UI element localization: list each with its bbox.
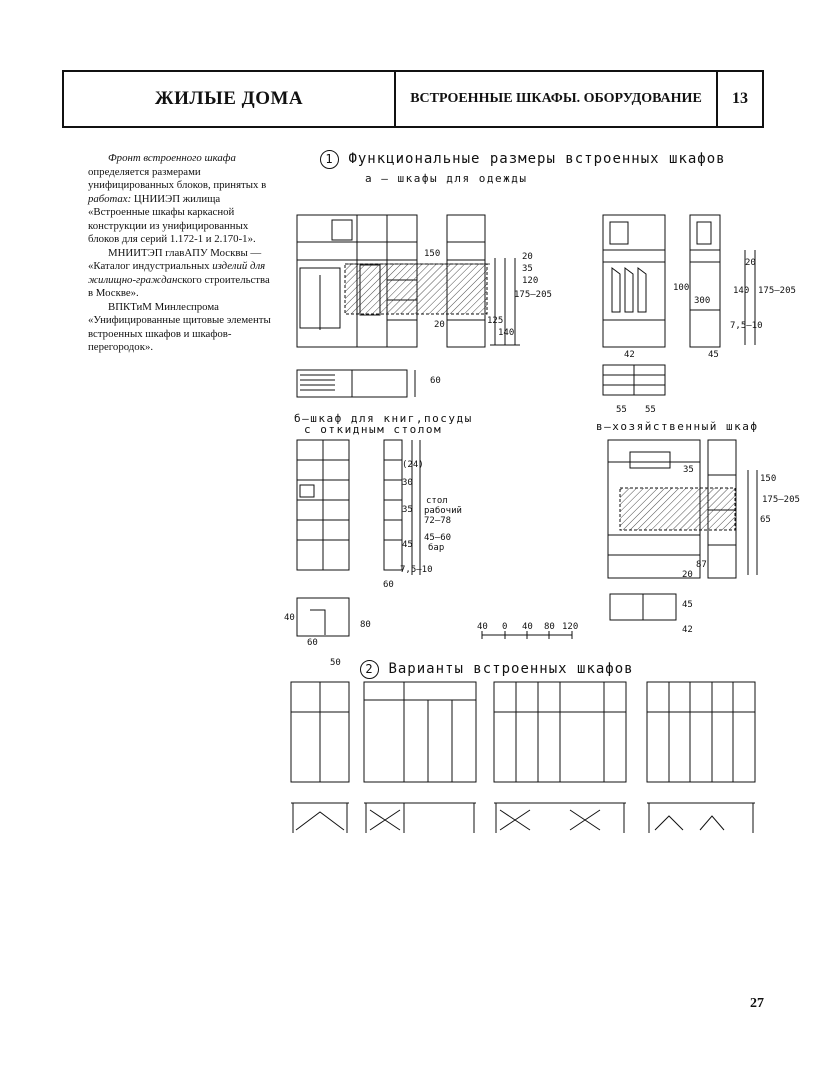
- scale-tick-0: 40: [477, 622, 488, 632]
- intro-paragraph-3: ВПКТиМ Минлеспрома «Унифицированные щитовые элементы встроенных шкафов и шкафов-перегородок».: [88, 300, 271, 353]
- dim-20c-a: 20: [745, 258, 756, 268]
- dim-140b-a: 140: [733, 286, 750, 296]
- hatched-reach-zone-a: [345, 264, 487, 314]
- dim-50-b: 50: [330, 658, 341, 668]
- dim-30-b: 30: [402, 478, 413, 488]
- subtitle-a: а – шкафы для одежды: [365, 172, 528, 185]
- dim-45-v: 45: [682, 600, 693, 610]
- section1-number: 1: [320, 150, 339, 169]
- dim-120-a: 120: [522, 276, 539, 286]
- intro-p1-rest2: ЦНИИЭП жилища «Встроенные шкафы каркасной конструкции из унифицированных блоков для серий 1.172-1 и 2.170-1».: [88, 192, 256, 245]
- scale-tick-4: 120: [562, 622, 579, 632]
- variant-4: [647, 682, 755, 833]
- scale-tick-3: 80: [544, 622, 555, 632]
- header-sheet-number: 13: [732, 90, 748, 107]
- variant-3: [494, 682, 626, 833]
- intro-p1-italic: Фронт встроенного шкафа: [108, 152, 236, 164]
- scale-bar: [482, 631, 572, 639]
- section2-number: 2: [360, 660, 379, 679]
- dim-45-60-b: 45–60: [424, 533, 452, 543]
- cabinet-v-plan: [610, 594, 676, 620]
- label-bar: бар: [428, 543, 445, 553]
- intro-p1-italic2: работах:: [88, 192, 132, 205]
- label-rabochiy: рабочий: [424, 506, 462, 516]
- hatched-reach-zone-v: [620, 488, 735, 530]
- dim-150-v: 150: [760, 474, 777, 484]
- dim-20-v: 20: [682, 570, 693, 580]
- dim-87-v: 87: [696, 560, 707, 570]
- intro-p2-rest2: ского строительства в Москве».: [88, 273, 270, 299]
- dim-45-a: 45: [708, 350, 719, 360]
- dim-42-a: 42: [624, 350, 635, 360]
- dim-80-b: 80: [360, 620, 371, 630]
- intro-p2-italic: изделий для жилищно-граждан: [88, 260, 266, 286]
- section1-title: Функциональные размеры встроенных шкафов: [348, 151, 726, 167]
- page-number: 27: [750, 996, 764, 1011]
- variant-1: [291, 682, 349, 833]
- scale-tick-2: 40: [522, 622, 533, 632]
- dim-55a-a: 55: [616, 405, 627, 415]
- variant-2: [364, 682, 476, 833]
- intro-p2-rest: Москвы — «Каталог индустриальных: [88, 246, 262, 272]
- dim-60-b: 60: [383, 580, 394, 590]
- dim-42-v: 42: [682, 625, 693, 635]
- dim-140-a: 140: [498, 328, 515, 338]
- label-stol: стол: [426, 496, 448, 506]
- wardrobe-a-right-plan: [603, 365, 665, 395]
- dim-35-v: 35: [683, 465, 694, 475]
- dim-24-b: (24): [402, 460, 424, 470]
- subtitle-v: в–хозяйственный шкаф: [596, 420, 759, 433]
- dim-55b-a: 55: [645, 405, 656, 415]
- intro-p2-lead: МНИИТЭП главАПУ: [108, 246, 208, 259]
- dim-35-a: 35: [522, 264, 533, 274]
- header-section: ЖИЛЫЕ ДОМА: [64, 72, 396, 126]
- dim-100-a: 100: [673, 283, 690, 293]
- scale-tick-1: 0: [502, 622, 508, 632]
- section2-heading: [360, 660, 634, 679]
- dim-175-205-v: 175–205: [762, 495, 800, 505]
- header-topic: ВСТРОЕННЫЕ ШКАФЫ. ОБОРУДОВАНИЕ: [396, 72, 718, 126]
- dim-175-205-a: 175–205: [514, 290, 552, 300]
- dim-65-v: 65: [760, 515, 771, 525]
- dim-125-a: 125: [487, 316, 504, 326]
- dim-150-a: 150: [424, 249, 441, 259]
- intro-p1-rest: определяется размерами унифицированных блоков, принятых в: [88, 165, 267, 191]
- dim-60b-b: 60: [307, 638, 318, 648]
- dim-72-78-b: 72–78: [424, 516, 452, 526]
- dim-7510-b: 7,5–10: [400, 565, 433, 575]
- dim-45-b: 45: [402, 540, 413, 550]
- dim-20-a: 20: [522, 252, 533, 262]
- wardrobe-a-plan: [297, 370, 415, 397]
- dim-175-205b-a: 175–205: [758, 286, 796, 296]
- subtitle-b-line2: с откидным столом: [304, 423, 443, 436]
- section2-title: Варианты встроенных шкафов: [388, 661, 634, 677]
- cabinet-b-plan: [297, 598, 349, 636]
- dim-35-b: 35: [402, 505, 413, 515]
- subtitle-b-line1: б–шкаф для книг,посуды: [294, 412, 473, 425]
- dim-300-a: 300: [694, 296, 711, 306]
- dim-20b-a: 20: [434, 320, 445, 330]
- dim-75-10-a: 7,5–10: [730, 321, 763, 331]
- dim-60-a: 60: [430, 376, 441, 386]
- dim-40-b: 40: [284, 613, 295, 623]
